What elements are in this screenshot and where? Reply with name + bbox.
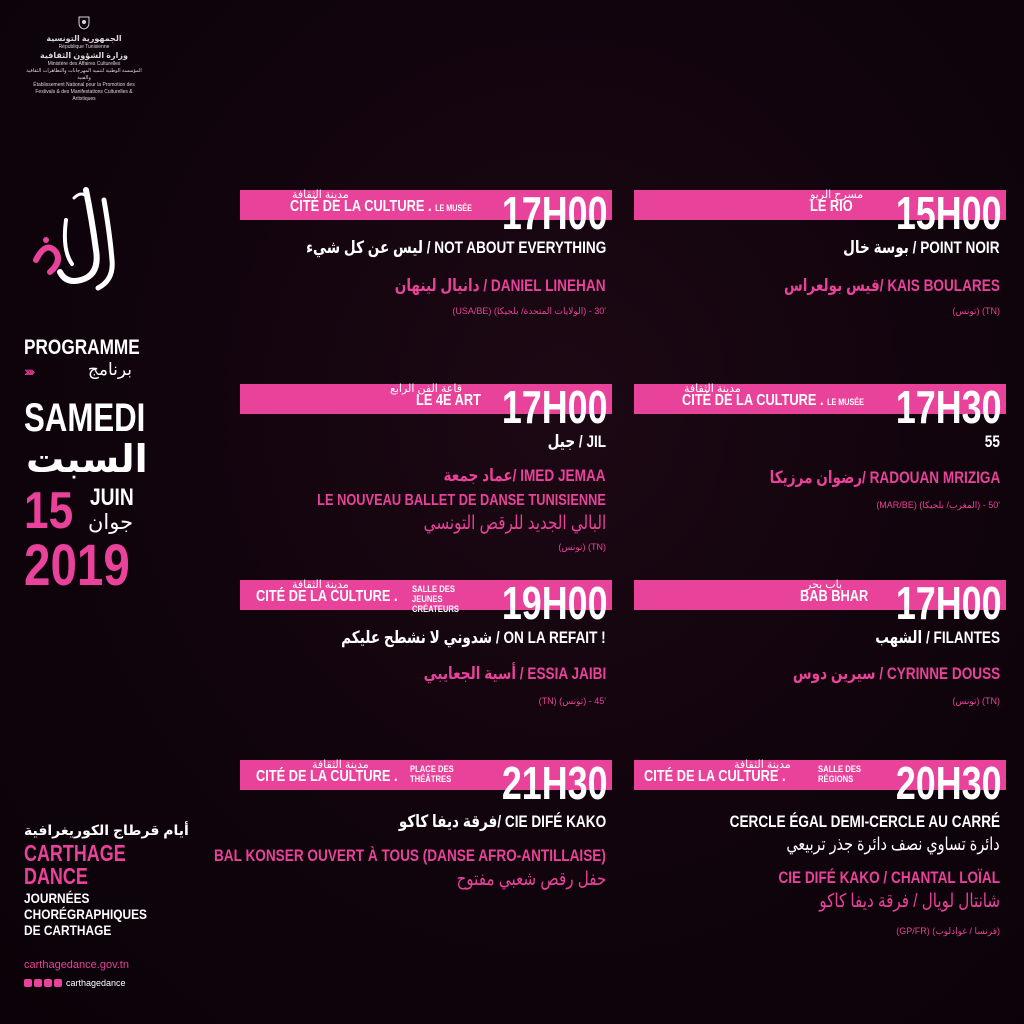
month-ar: جوان [88,511,134,534]
venue-ar: مدينة الثقافة [312,759,369,771]
event-time: 17H30 [896,381,1002,433]
event-artist-ar: شانتال لويال / فرقة ديفا كاكو [819,891,1000,912]
event-meta: (GP/FR) (فرنسا / غوادلوب) [896,926,1000,936]
event-title: الشهب / FILANTES [875,628,1000,647]
event-bar [634,757,1006,809]
venue-ar: مدينة الثقافة [292,579,349,591]
event-title: جيل / JIL [547,432,606,451]
ministry-name-fr: Ministère des Affaires Culturelles [47,61,121,67]
calligraphy-logo-icon [26,180,126,310]
event-title: ليس عن كل شيء / NOT ABOUT EVERYTHING [305,238,606,257]
event-artist: سيرين دوس / CYRINNE DOUSS [792,664,1000,683]
venue-fr: CITÉ DE LA CULTURE . [256,768,398,785]
arrows-icon: ››››› [24,363,33,379]
event-card [634,750,1006,950]
day-name-ar: السبت [26,439,148,481]
event-card [240,180,612,316]
venue-ar: مسرح الريو [810,189,864,201]
event-artist: دانيال لينهان / DANIEL LINEHAN [395,276,606,295]
event-card [214,750,612,900]
event-meta: (تونس) (TN) [952,306,1000,316]
event-company-ar: البالي الجديد للرقص التونسي [423,513,606,534]
programme-label: PROGRAMME [24,336,140,359]
day-number: 15 [24,482,74,540]
event-time: 19H00 [502,577,608,629]
event-bar [240,187,612,239]
social-handle: carthagedance [66,977,126,988]
venue-ar: مدينة الثقافة [734,759,791,771]
event-artist: رضوان مرزيكا/ RADOUAN MRIZIGA [769,468,1000,487]
event-bar [240,757,612,809]
event-artist: CIE DIFÉ KAKO / CHANTAL LOÏAL [778,868,1000,887]
venue-ar: باب بحر [806,579,843,591]
event-artist: أسية الجعايبي / ESSIA JAIBI [423,664,606,683]
event-title: شدوني لا نشطح عليكم / ON LA REFAIT ! [341,628,606,647]
venue-sub: SALLE DES JEUNES CRÉATEURS [412,584,460,614]
festival-subtitle: JOURNÉES CHORÉGRAPHIQUES DE CARTHAGE [24,890,147,938]
ministry-republic-ar: الجمهورية التونسية [46,34,122,43]
event-bar [634,187,1006,239]
venue-fr: LE RIO [810,198,853,215]
programme-label-ar: برنامج [87,360,132,379]
event-card [634,570,1006,710]
event-bar [634,381,1006,433]
venue-fr: CITÉ DE LA CULTURE . [256,588,398,605]
venue-fr: CITÉ DE LA CULTURE . [644,768,786,785]
event-meta: (تونس) (TN) [952,696,1000,706]
venue-fr: CITÉ DE LA CULTURE . LE MUSÉE [290,198,472,215]
coat-of-arms-icon [78,16,90,30]
event-time: 17H00 [502,381,608,433]
event-bar [634,577,1006,629]
festival-name-fr: CARTHAGE DANCE [24,840,126,889]
event-card [240,570,612,710]
event-title: CERCLE ÉGAL DEMI-CERCLE AU CARRÉ [729,812,1000,831]
event-card [634,180,1006,316]
event-time: 20H30 [896,757,1002,809]
event-time: 21H30 [502,757,608,809]
venue-fr: CITÉ DE LA CULTURE . LE MUSÉE [682,392,864,409]
website-link[interactable]: carthagedance.gov.tn [24,959,129,971]
event-meta: (USA/BE) (الولايات المتحدة/ بلجيكا) - 30' [452,306,606,316]
event-meta: (TN) (تونس) - 45' [538,696,606,706]
event-meta: (MAR/BE) (المغرب/ بلجيكا) - 50' [876,500,1000,510]
event-bar [240,577,612,629]
day-name-fr: SAMEDI [24,396,146,440]
ministry-name-ar: وزارة الشؤون الثقافية [40,51,128,60]
venue-sub: SALLE DES RÉGIONS [818,764,861,784]
venue-fr: BAB BHAR [800,588,869,605]
event-artist-ar: حفل رقص شعبي مفتوح [456,869,606,890]
event-title-ar: دائرة تساوي نصف دائرة جذر تربيعي [786,834,1000,854]
facebook-icon[interactable] [24,979,32,987]
instagram-icon[interactable] [44,979,52,987]
ministry-republic-fr: République Tunisienne [58,44,110,50]
event-card [240,374,612,564]
ministry-header [24,16,144,103]
event-artist: عماد جمعة/ IMED JEMAA [443,466,606,485]
event-time: 15H00 [896,187,1002,239]
event-meta: (تونس) (TN) [558,542,606,552]
event-artist: BAL KONSER OUVERT À TOUS (DANSE AFRO-ANTILLAISE) [214,846,606,865]
event-title: بوسة خال / POINT NOIR [843,238,1000,257]
venue-ar: مدينة الثقافة [684,383,741,395]
event-artist: قيس بولعراس/ KAIS BOULARES [784,276,1000,295]
twitter-icon[interactable] [54,979,62,987]
year: 2019 [24,533,130,598]
event-title: 55 [984,432,1000,451]
establishment-ar: المؤسسة الوطنية لتنمية المهرجانات والتظاهرات الثقافية والفنية [26,68,142,81]
venue-ar: قاعة الفن الرابع [390,383,462,395]
social-row [24,974,154,986]
venue-ar: مدينة الثقافة [292,189,349,201]
event-card [634,374,1006,524]
programme-row [24,360,134,382]
event-time: 17H00 [896,577,1002,629]
venue-sub: PLACE DES THÉÂTRES [410,764,454,784]
establishment-fr: Établissement National pour la Promotion des Festivals & des Manifestations Culturelles & Artistiques [33,82,135,102]
event-time: 17H00 [502,187,608,239]
venue-fr: LE 4E ART [416,392,481,409]
festival-name-ar: أيام قرطاج الكوريغرافية [24,822,189,838]
youtube-icon[interactable] [34,979,42,987]
month-fr: JUIN [90,484,134,511]
event-title: فرقة ديفا كاكو/ CIE DIFÉ KAKO [398,812,606,831]
event-bar [240,381,612,433]
event-company-fr: LE NOUVEAU BALLET DE DANSE TUNISIENNE [317,492,606,509]
